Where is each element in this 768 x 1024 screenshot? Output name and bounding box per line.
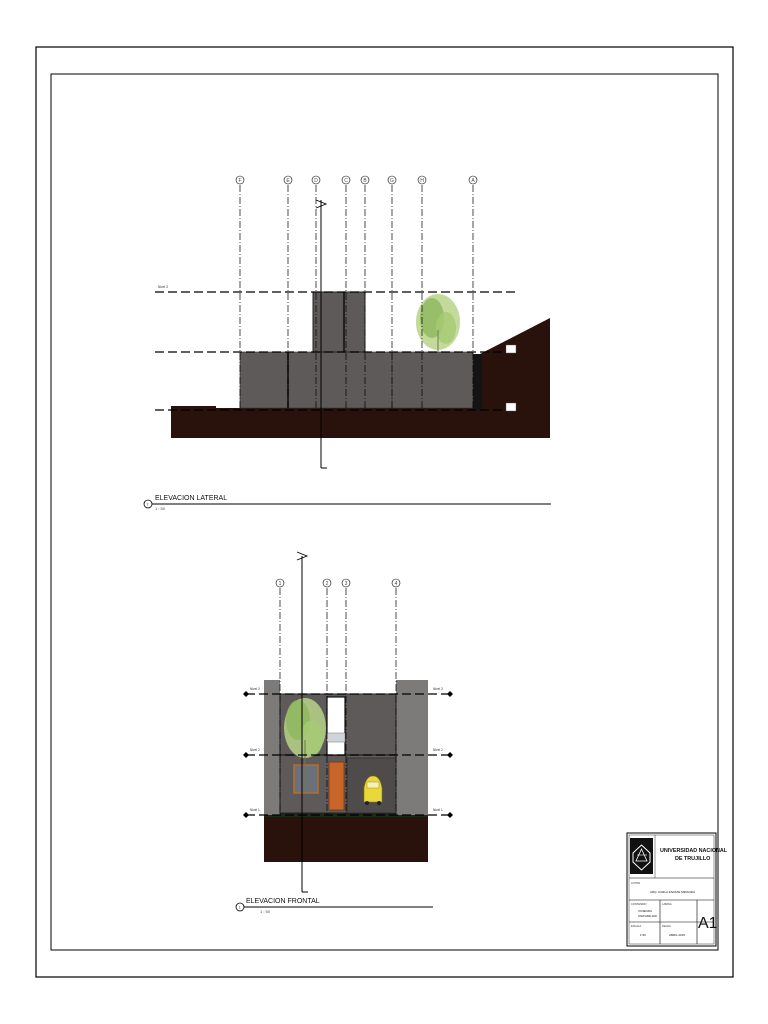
institution-name: DE TRUJILLO xyxy=(675,856,711,862)
frontal-grid-label: 2 xyxy=(325,580,329,587)
level-label: Nivel 3 xyxy=(158,285,168,289)
level-marker-icon xyxy=(243,752,249,758)
lateral-wall-lower xyxy=(240,352,473,408)
view-scale: 1 : 50 xyxy=(260,909,271,914)
view-scale: 1 : 50 xyxy=(155,506,166,511)
level-label: Nivel 3 xyxy=(433,687,443,691)
car-icon xyxy=(364,776,382,805)
sheet-number: A1 xyxy=(698,915,718,932)
frontal-door xyxy=(329,762,344,810)
level-marker-icon xyxy=(447,691,453,697)
level-label: Nivel 1 xyxy=(433,808,443,812)
level-label: Nivel 1 xyxy=(250,808,260,812)
date-value: ABRIL 2015 xyxy=(669,933,686,937)
level-marker-icon xyxy=(447,752,453,758)
scale-value: 1:50 xyxy=(640,933,646,937)
lateral-grid-label: A xyxy=(471,177,475,184)
lateral-elevation xyxy=(144,176,551,511)
view-number: 1 xyxy=(238,905,241,910)
institution-name: UNIVERSIDAD NACIONAL xyxy=(660,848,728,854)
scale-label: ESCALA xyxy=(631,925,642,928)
title-block xyxy=(627,833,728,946)
university-logo-icon xyxy=(630,838,653,874)
level-marker-icon xyxy=(447,812,453,818)
lateral-grid-label: E xyxy=(286,177,290,184)
frontal-upper-window xyxy=(327,697,345,755)
content-value: VIVIENDA xyxy=(638,909,653,913)
view-number: 2 xyxy=(146,502,149,507)
lateral-grid-label: C xyxy=(344,177,348,184)
frontal-elevation xyxy=(236,552,453,914)
level-marker-icon xyxy=(243,691,249,697)
author-label: AUTOR xyxy=(631,882,641,885)
lateral-grid-label: H xyxy=(420,177,424,184)
frontal-grid-label: 1 xyxy=(278,580,282,587)
lateral-grid-label: F xyxy=(238,177,242,184)
author-name: ARQ. KARLA ZARATE MIRANDA xyxy=(650,890,695,894)
content-label: CONTENIDO xyxy=(631,903,647,906)
lateral-tree xyxy=(416,294,460,352)
level-label: Nivel 3 xyxy=(250,687,260,691)
level-marker-icon xyxy=(243,812,249,818)
level-label: Nivel 2 xyxy=(250,748,260,752)
frontal-grid-label: 4 xyxy=(394,580,398,587)
date-label: FECHA xyxy=(662,925,671,928)
level-tag xyxy=(506,403,516,411)
content-value: UNIFAMILIAR xyxy=(638,914,657,918)
sheet-label: LAMINA xyxy=(662,903,672,906)
lateral-grid-label: B xyxy=(363,177,367,184)
lateral-grid-label: D xyxy=(314,177,318,184)
view-title: ELEVACION FRONTAL xyxy=(246,898,320,905)
frontal-balcony-rail xyxy=(327,733,345,742)
view-title: ELEVACION LATERAL xyxy=(155,495,228,502)
lateral-ground-step xyxy=(171,406,216,418)
lateral-slope xyxy=(480,318,550,438)
level-label: Nivel 2 xyxy=(433,748,443,752)
lateral-dark-panel xyxy=(472,354,482,410)
frontal-grid-label: 3 xyxy=(344,580,348,587)
frontal-side-wall-left xyxy=(264,680,280,815)
frontal-side-wall-right xyxy=(396,680,428,815)
frontal-window xyxy=(294,765,318,793)
level-tag xyxy=(506,345,516,353)
frontal-ground xyxy=(264,815,428,862)
lateral-grid-label: G xyxy=(390,177,394,184)
